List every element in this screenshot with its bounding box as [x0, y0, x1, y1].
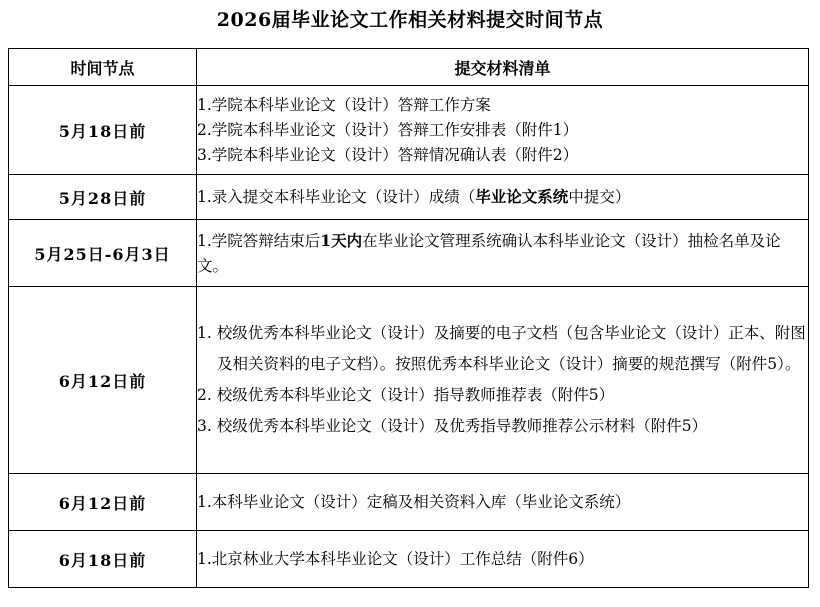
schedule-table: [8, 48, 809, 588]
row-items: [197, 287, 809, 474]
table-header-row: [9, 49, 809, 86]
table-row: [9, 220, 809, 287]
document-title: 2026届毕业论文工作相关材料提交时间节点: [216, 9, 604, 31]
list-item: [197, 184, 808, 210]
list-item: 1. 校级优秀本科毕业论文（设计）及摘要的电子文档（包含毕业论文（设计）正本、附图及相关资料的电子文档）。按照优秀本科毕业论文（设计）摘要的规范撰写（附件5）。: [197, 324, 806, 373]
row-date: 6月12日前: [9, 474, 197, 531]
item-emphasis: 毕业论文系统: [475, 187, 569, 206]
table-row: [9, 531, 809, 588]
item-text: 中提交）: [568, 188, 631, 206]
table-row: [9, 287, 809, 474]
item-text: 1.学院答辩结束后: [197, 231, 321, 250]
list-item: 1.学院本科毕业论文（设计）答辩工作方案: [197, 95, 491, 114]
item-emphasis: 1天内: [320, 230, 363, 250]
table-row: [9, 175, 809, 220]
table-row: [9, 474, 809, 531]
list-item: 2.学院本科毕业论文（设计）答辩工作安排表（附件1）: [197, 120, 579, 139]
list-item: 3.学院本科毕业论文（设计）答辩情况确认表（附件2）: [197, 145, 579, 164]
row-items: [197, 86, 809, 175]
item-text: 1.录入提交本科毕业论文（设计）成绩（: [197, 188, 476, 206]
header-materials: 提交材料清单: [197, 49, 809, 86]
list-item: [197, 228, 808, 279]
list-item: 1.北京林业大学本科毕业论文（设计）工作总结（附件6）: [197, 549, 594, 568]
list-item: 1.本科毕业论文（设计）定稿及相关资料入库（毕业论文系统）: [197, 492, 631, 511]
header-time-node: 时间节点: [9, 49, 197, 86]
row-items: [197, 175, 809, 220]
list-item: 2. 校级优秀本科毕业论文（设计）指导教师推荐表（附件5）: [197, 386, 615, 404]
row-items: [197, 531, 809, 588]
row-date: 5月25日-6月3日: [9, 220, 197, 287]
row-date: 5月18日前: [9, 86, 197, 175]
row-date: 5月28日前: [9, 175, 197, 220]
row-items: [197, 220, 809, 287]
row-date: 6月12日前: [9, 287, 197, 474]
row-date: 6月18日前: [9, 531, 197, 588]
row-items: [197, 474, 809, 531]
item-text: 在毕业论文管理系统确认本科毕业论文（设计）抽检名单及论文。: [197, 231, 781, 275]
table-row: [9, 86, 809, 175]
list-item: 3. 校级优秀本科毕业论文（设计）及优秀指导教师推荐公示材料（附件5）: [197, 417, 708, 435]
